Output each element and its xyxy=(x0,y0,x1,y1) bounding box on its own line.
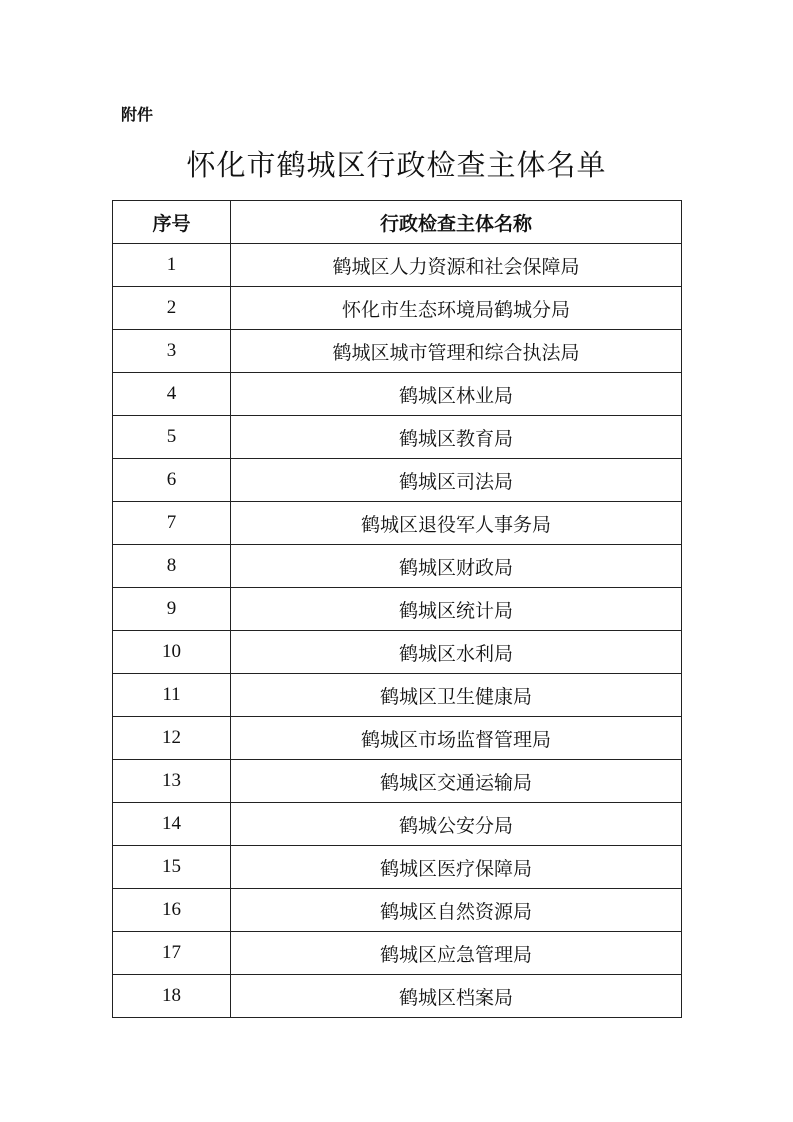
entity-name-cell: 鹤城区医疗保障局 xyxy=(231,846,682,889)
serial-number-cell: 3 xyxy=(113,330,231,373)
entity-name-cell: 鹤城区水利局 xyxy=(231,631,682,674)
entity-name-cell: 鹤城区人力资源和社会保障局 xyxy=(231,244,682,287)
serial-number-cell: 10 xyxy=(113,631,231,674)
entity-name-cell: 鹤城区自然资源局 xyxy=(231,889,682,932)
entity-name-cell: 鹤城区林业局 xyxy=(231,373,682,416)
entity-name-cell: 鹤城区应急管理局 xyxy=(231,932,682,975)
entity-name-cell: 怀化市生态环境局鹤城分局 xyxy=(231,287,682,330)
table-row xyxy=(113,416,682,459)
entity-name-cell: 鹤城区财政局 xyxy=(231,545,682,588)
serial-number-cell: 2 xyxy=(113,287,231,330)
table-row xyxy=(113,373,682,416)
entity-name-cell: 鹤城区市场监督管理局 xyxy=(231,717,682,760)
table-body xyxy=(113,244,682,1018)
entity-name-cell: 鹤城区交通运输局 xyxy=(231,760,682,803)
table-row xyxy=(113,502,682,545)
entity-name-cell: 鹤城区教育局 xyxy=(231,416,682,459)
table-row xyxy=(113,717,682,760)
table-row xyxy=(113,760,682,803)
serial-number-cell: 15 xyxy=(113,846,231,889)
table-row xyxy=(113,244,682,287)
serial-number-cell: 1 xyxy=(113,244,231,287)
entity-name-cell: 鹤城区卫生健康局 xyxy=(231,674,682,717)
table-row xyxy=(113,846,682,889)
serial-number-cell: 7 xyxy=(113,502,231,545)
table-row xyxy=(113,588,682,631)
serial-number-cell: 6 xyxy=(113,459,231,502)
entity-name-cell: 鹤城区统计局 xyxy=(231,588,682,631)
table-row xyxy=(113,459,682,502)
table-row xyxy=(113,975,682,1018)
serial-number-cell: 11 xyxy=(113,674,231,717)
header-entity-name: 行政检查主体名称 xyxy=(231,201,682,244)
attachment-label: 附件 xyxy=(121,105,154,124)
entity-name-cell: 鹤城区档案局 xyxy=(231,975,682,1018)
table-row xyxy=(113,803,682,846)
serial-number-cell: 4 xyxy=(113,373,231,416)
inspection-entity-table xyxy=(112,200,682,1018)
table-row xyxy=(113,674,682,717)
page-title: 怀化市鹤城区行政检查主体名单 xyxy=(186,148,607,182)
table-row xyxy=(113,287,682,330)
serial-number-cell: 13 xyxy=(113,760,231,803)
entity-name-cell: 鹤城区退役军人事务局 xyxy=(231,502,682,545)
serial-number-cell: 16 xyxy=(113,889,231,932)
serial-number-cell: 17 xyxy=(113,932,231,975)
table-row xyxy=(113,545,682,588)
table-row xyxy=(113,932,682,975)
serial-number-cell: 8 xyxy=(113,545,231,588)
serial-number-cell: 12 xyxy=(113,717,231,760)
header-serial-number: 序号 xyxy=(113,201,231,244)
serial-number-cell: 18 xyxy=(113,975,231,1018)
serial-number-cell: 5 xyxy=(113,416,231,459)
serial-number-cell: 9 xyxy=(113,588,231,631)
table-header-row xyxy=(113,201,682,244)
entity-name-cell: 鹤城区司法局 xyxy=(231,459,682,502)
entity-name-cell: 鹤城区城市管理和综合执法局 xyxy=(231,330,682,373)
table-row xyxy=(113,631,682,674)
table-row xyxy=(113,330,682,373)
entity-name-cell: 鹤城公安分局 xyxy=(231,803,682,846)
serial-number-cell: 14 xyxy=(113,803,231,846)
table-row xyxy=(113,889,682,932)
